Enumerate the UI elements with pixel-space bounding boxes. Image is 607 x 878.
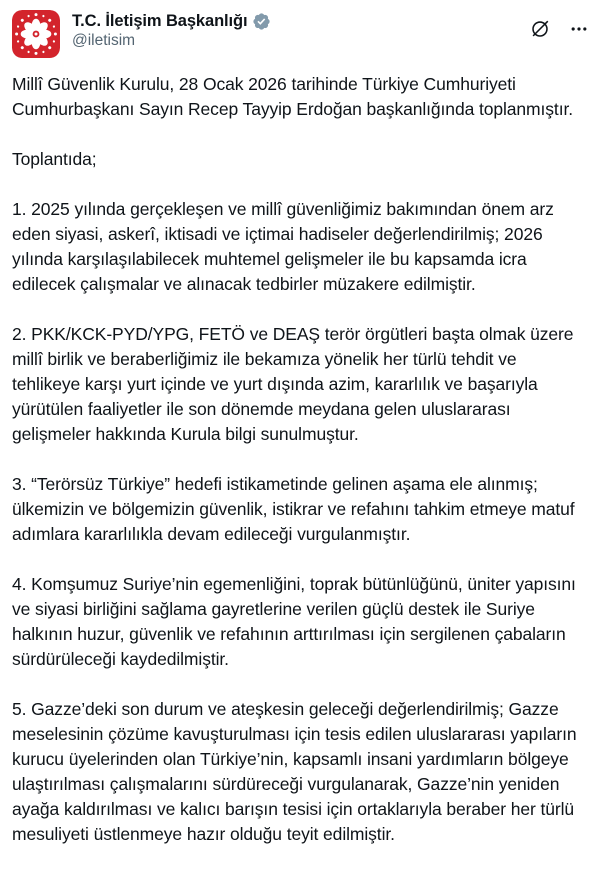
tweet-paragraph: 4. Komşumuz Suriye’nin egemenliğini, toprak bütünlüğünü, üniter yapısını ve siyasi birliğini sağlama gayretlerine verilen güçlü destek ile Suriye halkının huzur, güvenlik ve refahının arttırılması için sergilenen çabaların sürdürüleceği kaydedilmiştir. (12, 574, 576, 669)
tweet-text (12, 72, 587, 847)
grok-actions-button[interactable] (527, 16, 553, 42)
iletisim-baskanligi-logo-icon (12, 10, 60, 58)
header-actions (527, 10, 595, 42)
avatar[interactable] (12, 10, 60, 58)
tweet-paragraph: 1. 2025 yılında gerçekleşen ve millî güvenliğimiz bakımından önem arz eden siyasi, askerî, iktisadi ve içtimai hadiseler değerlendirilmiş; 2026 yılında karşılaşılabilecek muhtemel gelişmeler ile bu kapsamda icra edilecek çalışmalar ve alınacak tedbirler müzakere edilmiştir. (12, 199, 554, 294)
display-name[interactable]: T.C. İletişim Başkanlığı (72, 12, 248, 30)
more-options-button[interactable] (567, 17, 591, 41)
name-row (72, 12, 271, 31)
user-handle[interactable]: @iletisim (72, 32, 136, 49)
tweet-header (12, 10, 595, 58)
user-block (72, 10, 271, 50)
tweet-paragraph: 5. Gazze’deki son durum ve ateşkesin geleceği değerlendirilmiş; Gazze meselesinin çözüme kavuşturulması için tesis edilen uluslararası yapıların kurucu üyelerinden olan Türkiye’nin, kapsamlı insani yardımların bölgeye ulaştırılması çalışmalarını sürdüreceği vurgulanarak, Gazze’nin yeniden ayağa kaldırılması ve kalıcı barışın tesisi için ortaklarıyla beraber her türlü mesuliyeti üstlenmeye hazır olduğu teyit edilmiştir. (12, 699, 577, 844)
tweet-paragraph: Toplantıda; (12, 149, 97, 169)
tweet-paragraph: 2. PKK/KCK-PYD/YPG, FETÖ ve DEAŞ terör örgütleri başta olmak üzere millî birlik ve beraberliğimiz ile bekamıza yönelik her türlü tehdit ve tehlikeye karşı yurt içinde ve yurt dışında azim, kararlılık ve başarıyla yürütülen faaliyetler ile son dönemde meydana gelen uluslararası gelişmeler hakkında Kurula bilgi sunulmuştur. (12, 324, 574, 444)
tweet-paragraph: Millî Güvenlik Kurulu, 28 Ocak 2026 tarihinde Türkiye Cumhuriyeti Cumhurbaşkanı Sayın Recep Tayyip Erdoğan başkanlığında toplanmıştır. (12, 74, 573, 119)
verified-badge-icon[interactable] (252, 12, 271, 31)
grok-icon (529, 18, 551, 40)
ellipsis-icon (569, 19, 589, 39)
tweet-paragraph: 3. “Terörsüz Türkiye” hedefi istikametinde gelinen aşama ele alınmış; ülkemizin ve bölgemizin güvenlik, istikrar ve refahını tahkim etmeye matuf adımlara kararlılıkla devam edileceği vurgulanmıştır. (12, 474, 575, 544)
